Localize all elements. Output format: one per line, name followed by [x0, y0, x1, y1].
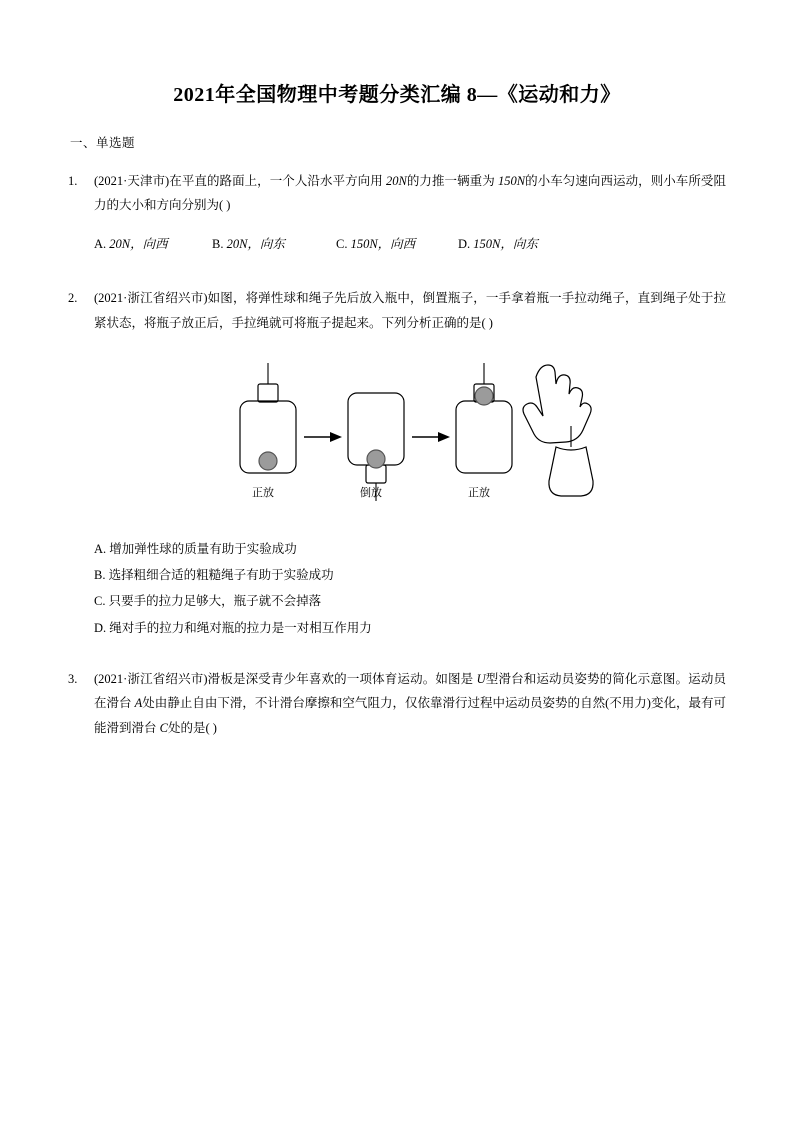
option-label: D.	[94, 620, 107, 635]
question-stem	[94, 667, 726, 740]
bottle-experiment-figure	[94, 351, 726, 526]
option-value: 20N，向西	[109, 236, 168, 251]
option-value: 150N，向西	[350, 236, 416, 251]
stem-text-part: 型滑台和运动员姿势的简化示意图。运动员在滑台	[94, 671, 726, 711]
option-d[interactable]	[94, 615, 726, 641]
option-label: A.	[94, 236, 107, 251]
stem-text-part: 的小车匀速向西运动，则小车所受阻力的大小和方向分别为( )	[94, 174, 726, 213]
stem-text-part: 150N	[497, 174, 526, 188]
option-value: 20N，向东	[226, 236, 285, 251]
question-3	[68, 667, 726, 740]
stem-text-part: 的力推一辆重为	[406, 174, 498, 188]
option-c[interactable]	[94, 588, 726, 614]
option-a[interactable]	[94, 536, 726, 562]
option-value: 选择粗细合适的粗糙绳子有助于实验成功	[108, 568, 334, 583]
question-2	[68, 286, 726, 641]
option-b[interactable]	[212, 232, 336, 256]
option-value: 绳对手的拉力和绳对瓶的拉力是一对相互作用力	[109, 620, 372, 635]
figure-caption-2: 倒放	[360, 486, 382, 499]
question-1-options	[94, 232, 726, 256]
stem-text-part: (2021·浙江省绍兴市)滑板是深受青少年喜欢的一项体育运动。如图是	[94, 671, 477, 686]
question-1	[68, 169, 726, 256]
question-number: 3.	[68, 671, 78, 686]
option-label: A.	[94, 541, 107, 556]
section-label: 一、单选题	[70, 136, 136, 150]
option-b[interactable]	[94, 562, 726, 588]
figure-caption-1: 正放	[252, 486, 274, 499]
stem-text-part: U	[476, 671, 486, 686]
stem-text-part: (2021·天津市)在平直的路面上，一个人沿水平方向用	[94, 174, 386, 188]
stem-text-part: 20N	[385, 174, 407, 188]
option-label: B.	[212, 236, 224, 251]
question-number: 1.	[68, 174, 78, 188]
option-c[interactable]	[336, 232, 458, 256]
option-label: C.	[336, 236, 348, 251]
option-label: C.	[94, 594, 106, 609]
page-title: 2021年全国物理中考题分类汇编 8—《运动和力》	[173, 84, 621, 106]
option-d[interactable]	[458, 232, 538, 256]
question-body	[94, 169, 726, 256]
question-2-options	[94, 536, 726, 641]
option-value: 增加弹性球的质量有助于实验成功	[109, 541, 297, 556]
stem-text-part: A	[134, 696, 143, 711]
stem-text-part: 处由静止自由下滑，不计滑台摩擦和空气阻力，仅依靠滑行过程中运动员姿势的自然(不用力)变化，最有可能滑到滑台	[94, 696, 726, 735]
figure-caption-3: 正放	[468, 486, 490, 499]
option-label: D.	[458, 236, 471, 251]
question-stem: (2021·浙江省绍兴市)如图，将弹性球和绳子先后放入瓶中，倒置瓶子，一手拿着瓶一手拉动绳子，直到绳子处于拉紧状态，将瓶子放正后，手拉绳就可将瓶子提起来。下列分析正确的是( )	[94, 291, 726, 330]
option-value: 只要手的拉力足够大，瓶子就不会掉落	[108, 594, 322, 609]
question-stem	[94, 169, 726, 218]
option-label: B.	[94, 568, 106, 583]
question-body	[94, 286, 726, 641]
option-a[interactable]	[94, 232, 212, 256]
bottle-experiment-diagram	[200, 351, 620, 526]
option-value: 150N，向东	[473, 236, 538, 251]
stem-text-part: C	[159, 720, 168, 735]
stem-text-part: 处的是( )	[167, 720, 217, 735]
question-number: 2.	[68, 291, 78, 306]
question-body	[94, 667, 726, 740]
